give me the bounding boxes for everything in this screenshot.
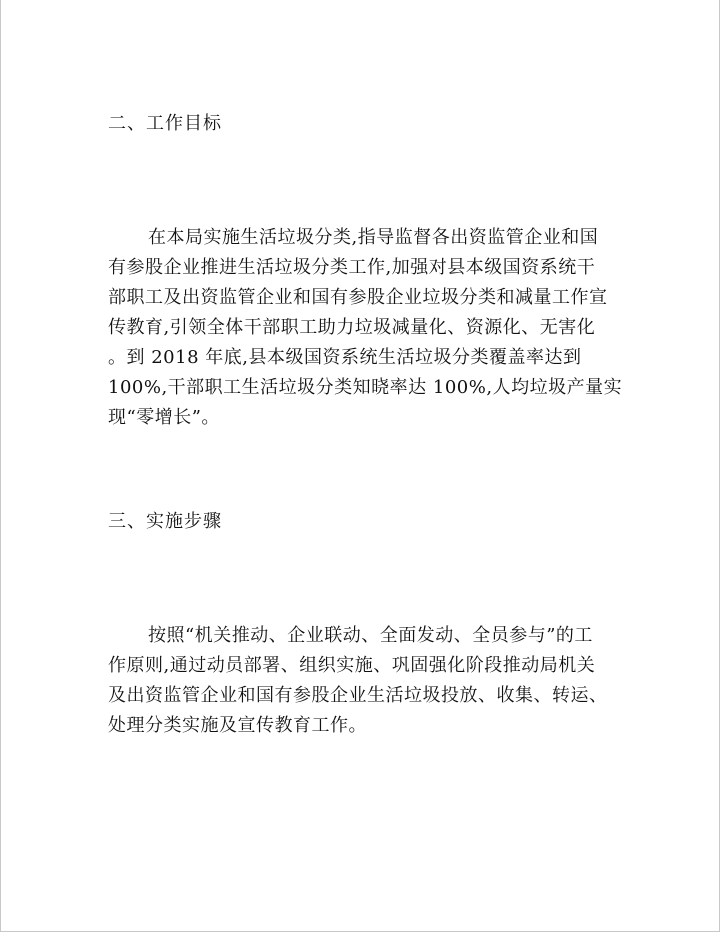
paragraph-line: 及出资监管企业和国有参股企业生活垃圾投放、收集、转运、 bbox=[108, 685, 608, 706]
section-heading-steps: 三、实施步骤 bbox=[108, 511, 222, 532]
steps-paragraph bbox=[108, 621, 628, 741]
goals-paragraph bbox=[108, 223, 628, 433]
paragraph-line: 有参股企业推进生活垃圾分类工作,加强对县本级国资系统干 bbox=[108, 257, 596, 278]
paragraph-line: 传教育,引领全体干部职工助力垃圾减量化、资源化、无害化 bbox=[108, 317, 596, 338]
paragraph-line: 作原则,通过动员部署、组织实施、巩固强化阶段推动局机关 bbox=[108, 655, 596, 676]
paragraph-line: 处理分类实施及宣传教育工作。 bbox=[108, 715, 367, 736]
paragraph-line: 现“零增长”。 bbox=[108, 407, 220, 428]
paragraph-line: 部职工及出资监管企业和国有参股企业垃圾分类和减量工作宣 bbox=[108, 287, 608, 308]
paragraph-line: 在本局实施生活垃圾分类,指导监督各出资监管企业和国 bbox=[148, 227, 599, 248]
paragraph-line: 按照“机关推动、企业联动、全面发动、全员参与”的工 bbox=[148, 625, 593, 646]
paragraph-line: 100%,干部职工生活垃圾分类知晓率达 100%,人均垃圾产量实 bbox=[108, 377, 623, 398]
section-heading-goals: 二、工作目标 bbox=[108, 113, 222, 134]
paragraph-line: 。到 2018 年底,县本级国资系统生活垃圾分类覆盖率达到 bbox=[108, 347, 582, 368]
